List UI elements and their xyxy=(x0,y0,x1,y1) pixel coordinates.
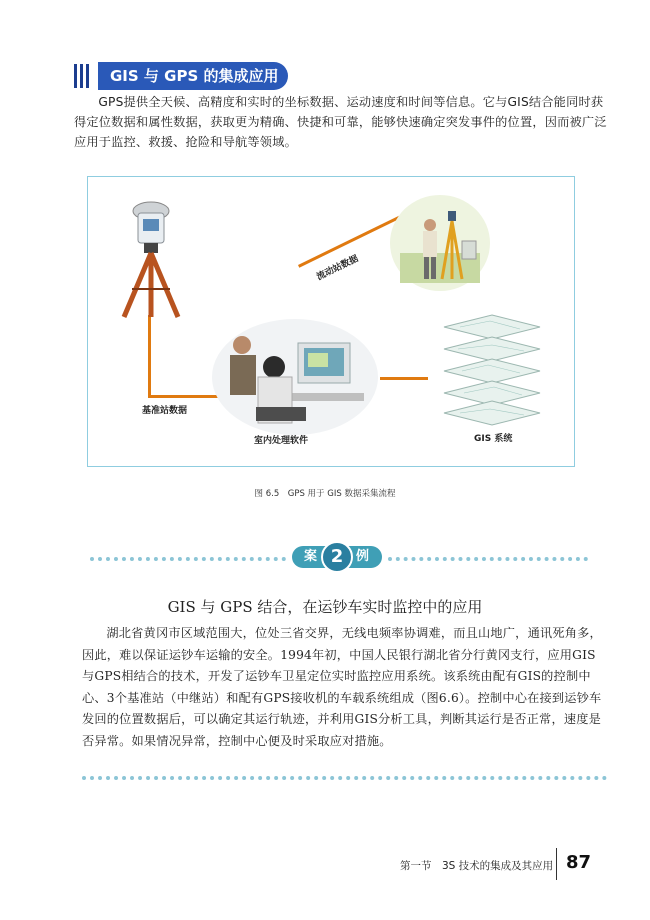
case-banner xyxy=(292,541,382,573)
dotted-divider xyxy=(90,557,286,561)
connector-line xyxy=(380,377,428,380)
case-title: GIS 与 GPS 结合，在运钞车实时监控中的应用 xyxy=(167,598,483,616)
gis-layers-image xyxy=(440,311,544,429)
figure-caption: 图 6.5 GPS 用于 GIS 数据采集流程 xyxy=(254,489,396,499)
section-title: GIS 与 GPS 的集成应用 xyxy=(98,62,288,90)
case-label-left: 案 xyxy=(304,549,318,564)
dotted-divider xyxy=(388,557,588,561)
label-mobile-data: 流动站数据 xyxy=(315,253,361,283)
label-base-data: 基准站数据 xyxy=(142,406,188,416)
intro-text: GPS提供全天候、高精度和实时的坐标数据、运动速度和时间等信息。它与GIS结合能同时获得定位数据和属性数据，获取更为精确、快捷和可靠，能够快速确定突发事件的位置，因而被广泛应用于监控、救援、抢险和导航等领域。 xyxy=(74,95,607,149)
figure-6-5 xyxy=(87,176,575,467)
footer-section-title: 第一节 3S 技术的集成及其应用 xyxy=(400,860,554,872)
case-text: 湖北省黄冈市区域范围大，位处三省交界，无线电频率协调难，而且山地广，通讯死角多，因此，难以保证运钞车运输的安全。1994年初，中国人民银行湖北省分行黄冈支行，应用GIS与GPS相结合的技术，开发了运钞车卫星定位实时监控应用系统。该系统由配有GIS的控制中心、3个基准站（中继站）和配有GPS接收机的车载系统组成（图6.6）。控制中心在接到运钞车发回的位置数据后，可以确定其运行轨迹，并利用GIS分析工具，判断其运行是否正常，速度是否异常。如果情况异常，控制中心便及时采取应对措施。 xyxy=(82,626,602,748)
mobile-station-image xyxy=(390,191,490,291)
label-gis-system: GIS 系统 xyxy=(474,434,513,444)
dotted-divider xyxy=(82,776,607,780)
case-number-badge: 2 xyxy=(321,541,353,573)
intro-paragraph xyxy=(74,92,610,152)
connector-line xyxy=(148,315,151,397)
base-station-image xyxy=(114,199,188,319)
indoor-processing-image xyxy=(212,315,378,435)
section-bars-decoration xyxy=(74,64,96,88)
footer-separator xyxy=(556,848,557,880)
connector-line xyxy=(148,395,218,398)
label-indoor-software: 室内处理软件 xyxy=(254,436,309,446)
case-label-right: 例 xyxy=(356,549,370,564)
case-body xyxy=(82,623,607,752)
page-number: 87 xyxy=(566,852,592,873)
